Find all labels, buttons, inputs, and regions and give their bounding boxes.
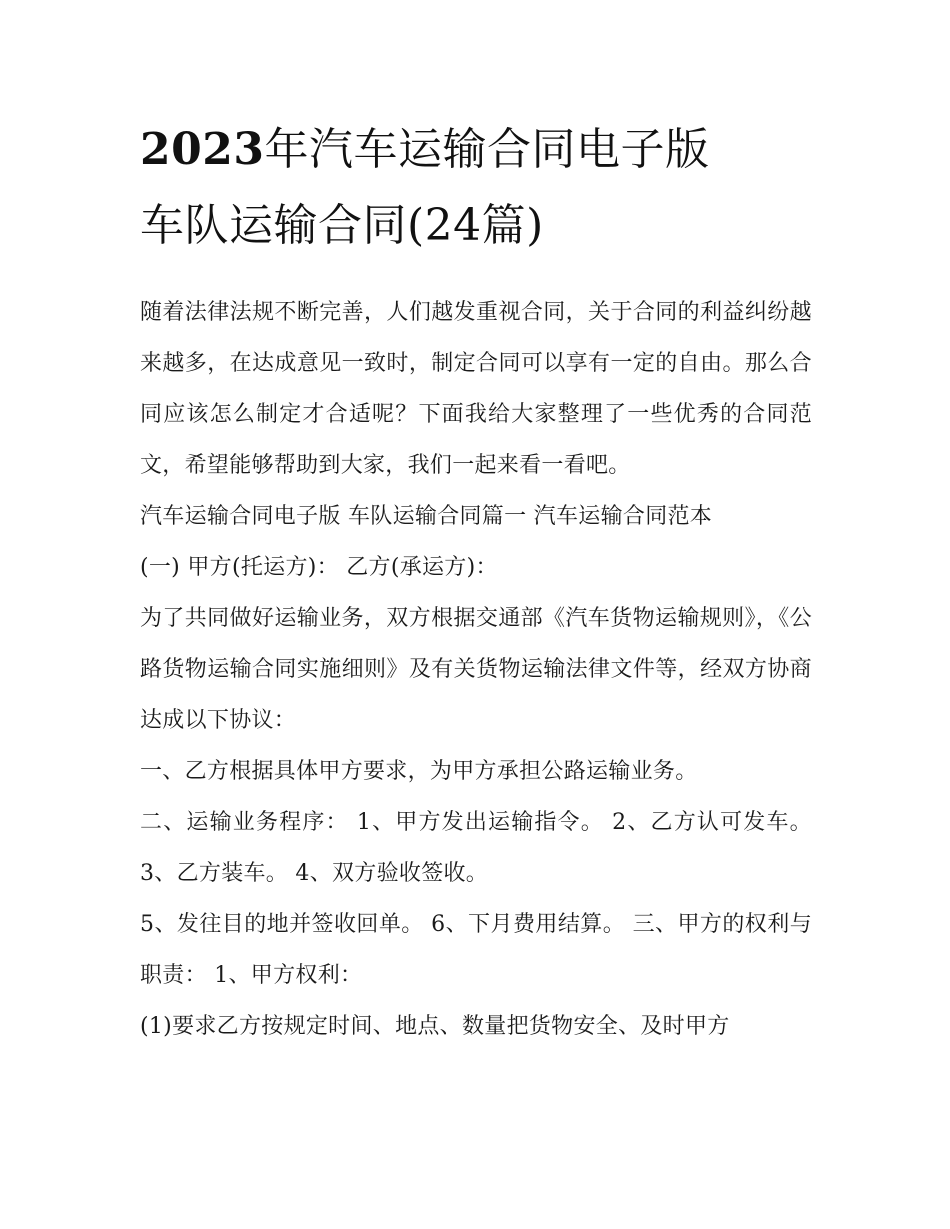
clause-three-item-one: (1)要求乙方按规定时间、地点、数量把货物安全、及时甲方: [140, 1014, 730, 1039]
clause-one: 一、乙方根据具体甲方要求，为甲方承担公路运输业务。: [140, 759, 698, 784]
document-page: [140, 112, 812, 1052]
preamble-paragraph: 为了共同做好运输业务，双方根据交通部《汽车货物运输规则》，《公路货物运输合同实施细则》及有关货物运输法律文件等，经双方协商达成以下协议：: [140, 606, 812, 733]
title-year: 2023: [140, 124, 265, 175]
document-title: [140, 112, 812, 264]
title-line1-text: 年汽车运输合同电子版: [264, 124, 710, 175]
clause-three: 5、发往目的地并签收回单。 6、下月费用结算。 三、甲方的权利与职责： 1、甲方权利：: [140, 912, 812, 988]
clause-two: 二、运输业务程序： 1、甲方发出运输指令。 2、乙方认可发车。 3、乙方装车。 4、双方验收签收。: [140, 810, 812, 886]
title-line2-text: 车队运输合同(24篇): [140, 200, 544, 251]
section-heading: 汽车运输合同电子版 车队运输合同篇一 汽车运输合同范本: [140, 504, 713, 529]
parties-line: (一) 甲方(托运方)： 乙方(承运方)：: [140, 555, 498, 580]
intro-paragraph: 随着法律法规不断完善，人们越发重视合同，关于合同的利益纠纷越来越多，在达成意见一致时，制定合同可以享有一定的自由。那么合同应该怎么制定才合适呢？下面我给大家整理了一些优秀的合同范文，希望能够帮助到大家，我们一起来看一看吧。: [140, 300, 812, 478]
